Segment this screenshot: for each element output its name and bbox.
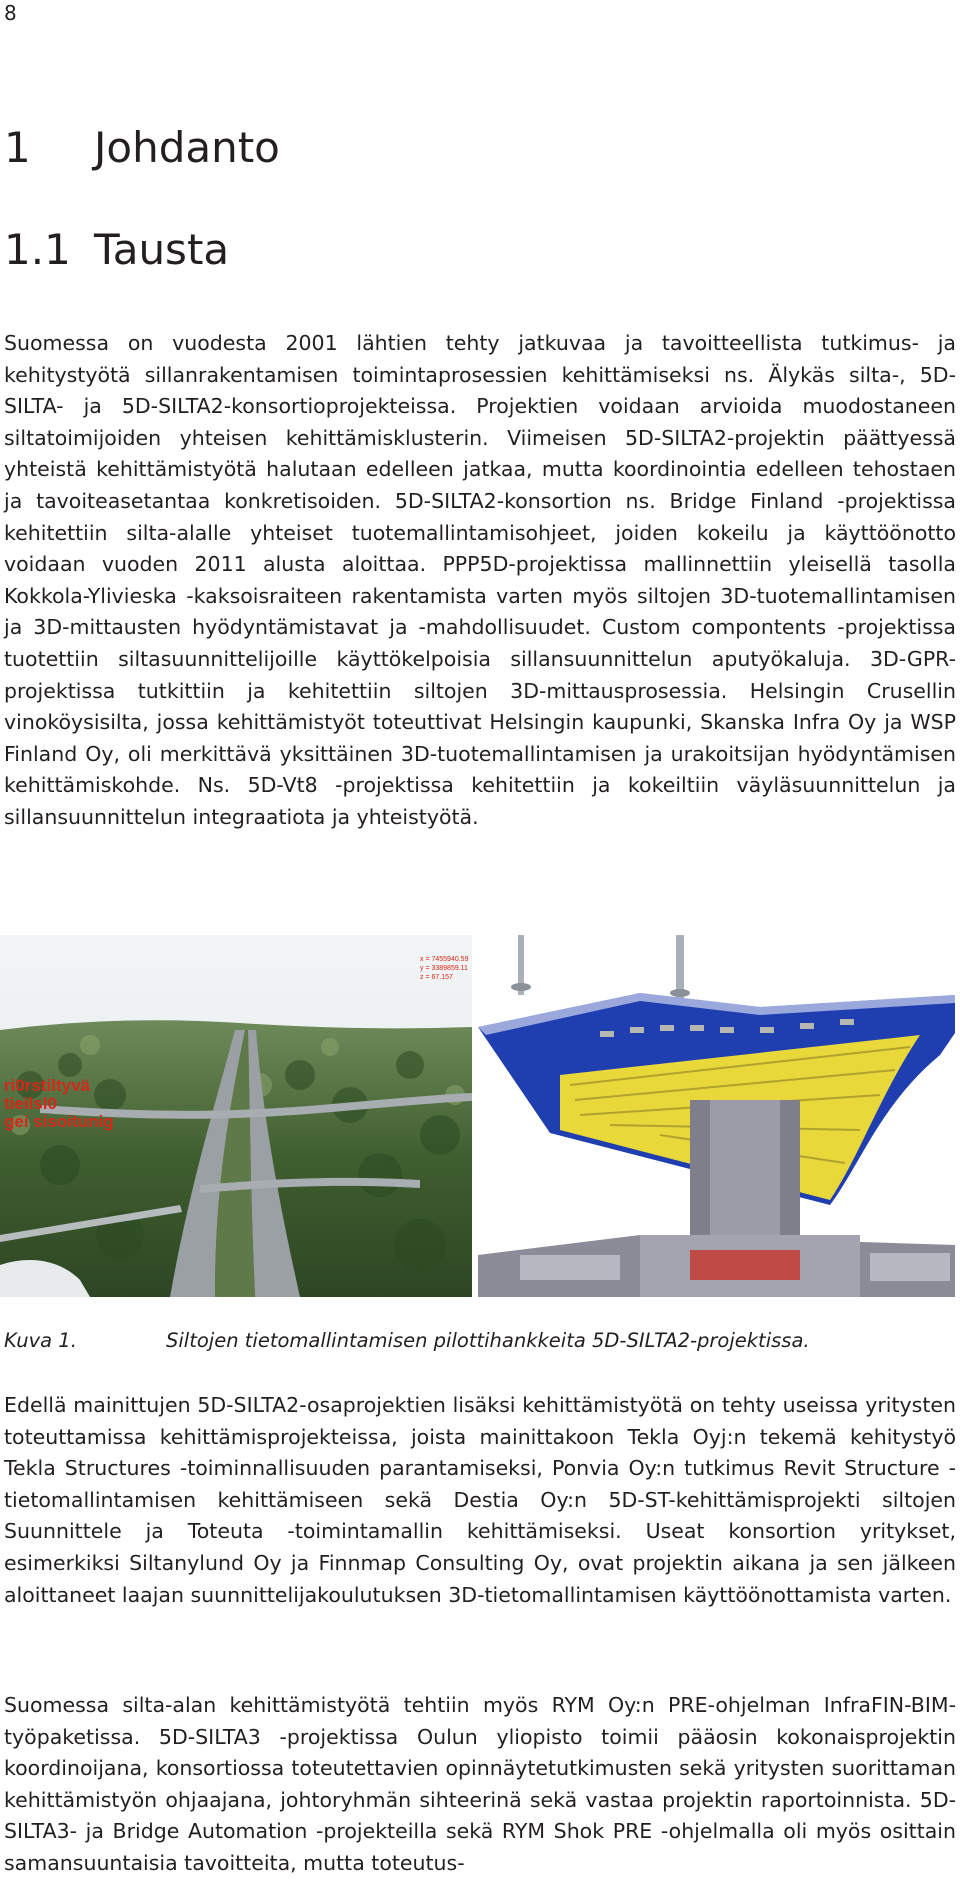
chapter-heading (4, 120, 280, 176)
figure-1 (0, 935, 960, 1297)
hud-line: z = 67.157 (420, 974, 453, 981)
hud-line: x = 7455940.59 (420, 956, 469, 963)
caption-text: Siltojen tietomallintamisen pilottihankkeita 5D-SILTA2-projektissa. (166, 1329, 810, 1352)
road-model-image (0, 935, 472, 1297)
paragraph: Suomessa silta-alan kehittämistyötä tehtiin myös RYM Oy:n PRE-ohjelman InfraFIN-BIM-työpaketissa. 5D-SILTA3 -projektissa Oulun yliopisto toimii pääosin kokonaisprojektin koordinoijana, konsortiossa toteutettavien opinnäytetutkimusten sekä yritysten suorittaman kehittämistyön ohjaajana, johtoryhmän sihteerinä sekä vastaa projektin raportoinnista. 5D-SILTA3- ja Bridge Automation -projekteilla sekä RYM Shok PRE -ohjelmalla oli myös osittain samansuuntaisia tavoitteita, mutta toteutus- (4, 1693, 956, 1875)
section-number: 1.1 (4, 225, 71, 274)
chapter-title: Johdanto (94, 123, 280, 172)
overlay-label: gei sisoitunig (4, 1112, 114, 1131)
chapter-number: 1 (4, 123, 31, 172)
section-heading (4, 222, 229, 278)
page-number: 8 (4, 1, 17, 25)
paragraph: Suomessa on vuodesta 2001 lähtien tehty jatkuvaa ja tavoitteellista tutkimus- ja kehitystyötä sillanrakentamisen toimintaprosessien kehittämiseksi ns. Älykäs silta-, 5D-SILTA- ja 5D-SILTA2-konsortioprojekteissa. Projektien voidaan arvioida muodostaneen siltatoimijoiden yhteisen kehittämisklusterin. Viimeisen 5D-SILTA2-projektin päättyessä yhteistä kehittämistyötä halutaan edelleen jatkaa, mutta koordinointia edelleen tehostaen ja tavoiteasetantaa konkretisoiden. 5D-SILTA2-konsortion ns. Bridge Finland -projektissa kehitettiin silta-alalle yhteiset tuotemallintamisohjeet, joiden kokeilu ja käyttöönotto voidaan vuoden 2011 alusta aloittaa. PPP5D-projektissa mallinnettiin yleisellä tasolla Kokkola-Ylivieska -kaksoisraiteen rakentamista varten myös siltojen 3D-tuotemallintamisen ja 3D-mittausten hyödyntämistavat ja -mahdollisuudet. Custom compontents -projektissa tuotettiin siltasuunnittelijoille käyttökelpoisia sillansuunnittelun aputyökaluja. 3D-GPR-projektissa tutkittiin ja kehitettiin siltojen 3D-mittausprosessia. Helsingin Crusellin vinoköysisilta, jossa kehittämistyöt toteuttivat Helsingin kaupunki, Skanska Infra Oy ja WSP Finland Oy, oli merkittävä yksittäinen 3D-tuotemallintamisen ja urakoitsijan hyödyntämisen kehittämiskohde. Ns. 5D-Vt8 -projektissa kehitettiin ja kokeiltiin väyläsuunnittelun ja sillansuunnittelun integraatiota ja yhteistyötä. (4, 331, 956, 829)
overlay-label: tieilsl0 (4, 1094, 57, 1113)
caption-label: Kuva 1. (4, 1329, 77, 1352)
figure-caption (4, 1326, 810, 1356)
hud-line: y = 3389859.11 (420, 965, 468, 972)
figure-images (0, 935, 960, 1297)
bridge-model-image (472, 935, 960, 1297)
section-title: Tausta (94, 225, 230, 274)
paragraph: Edellä mainittujen 5D-SILTA2-osaprojektien lisäksi kehittämistyötä on tehty useissa yritysten toteuttamissa kehittämisprojekteissa, joista mainittakoon Tekla Oyj:n tekemä kehitystyö Tekla Structures -toiminnallisuuden parantamiseksi, Ponvia Oy:n tutkimus Revit Structure -tietomallintamisen kehittämiseen sekä Destia Oy:n 5D-ST-kehittämisprojekti siltojen Suunnittele ja Toteuta -toimintamallin kehittämiseksi. Useat konsortion yritykset, esimerkiksi Siltanylund Oy ja Finnmap Consulting Oy, ovat projektin aikana ja sen jälkeen aloittaneet laajan suunnittelijakoulutuksen 3D-tietomallintamisen käyttöönottamista varten. (4, 1393, 956, 1607)
overlay-label: ri0rstiltyvä (4, 1076, 90, 1095)
